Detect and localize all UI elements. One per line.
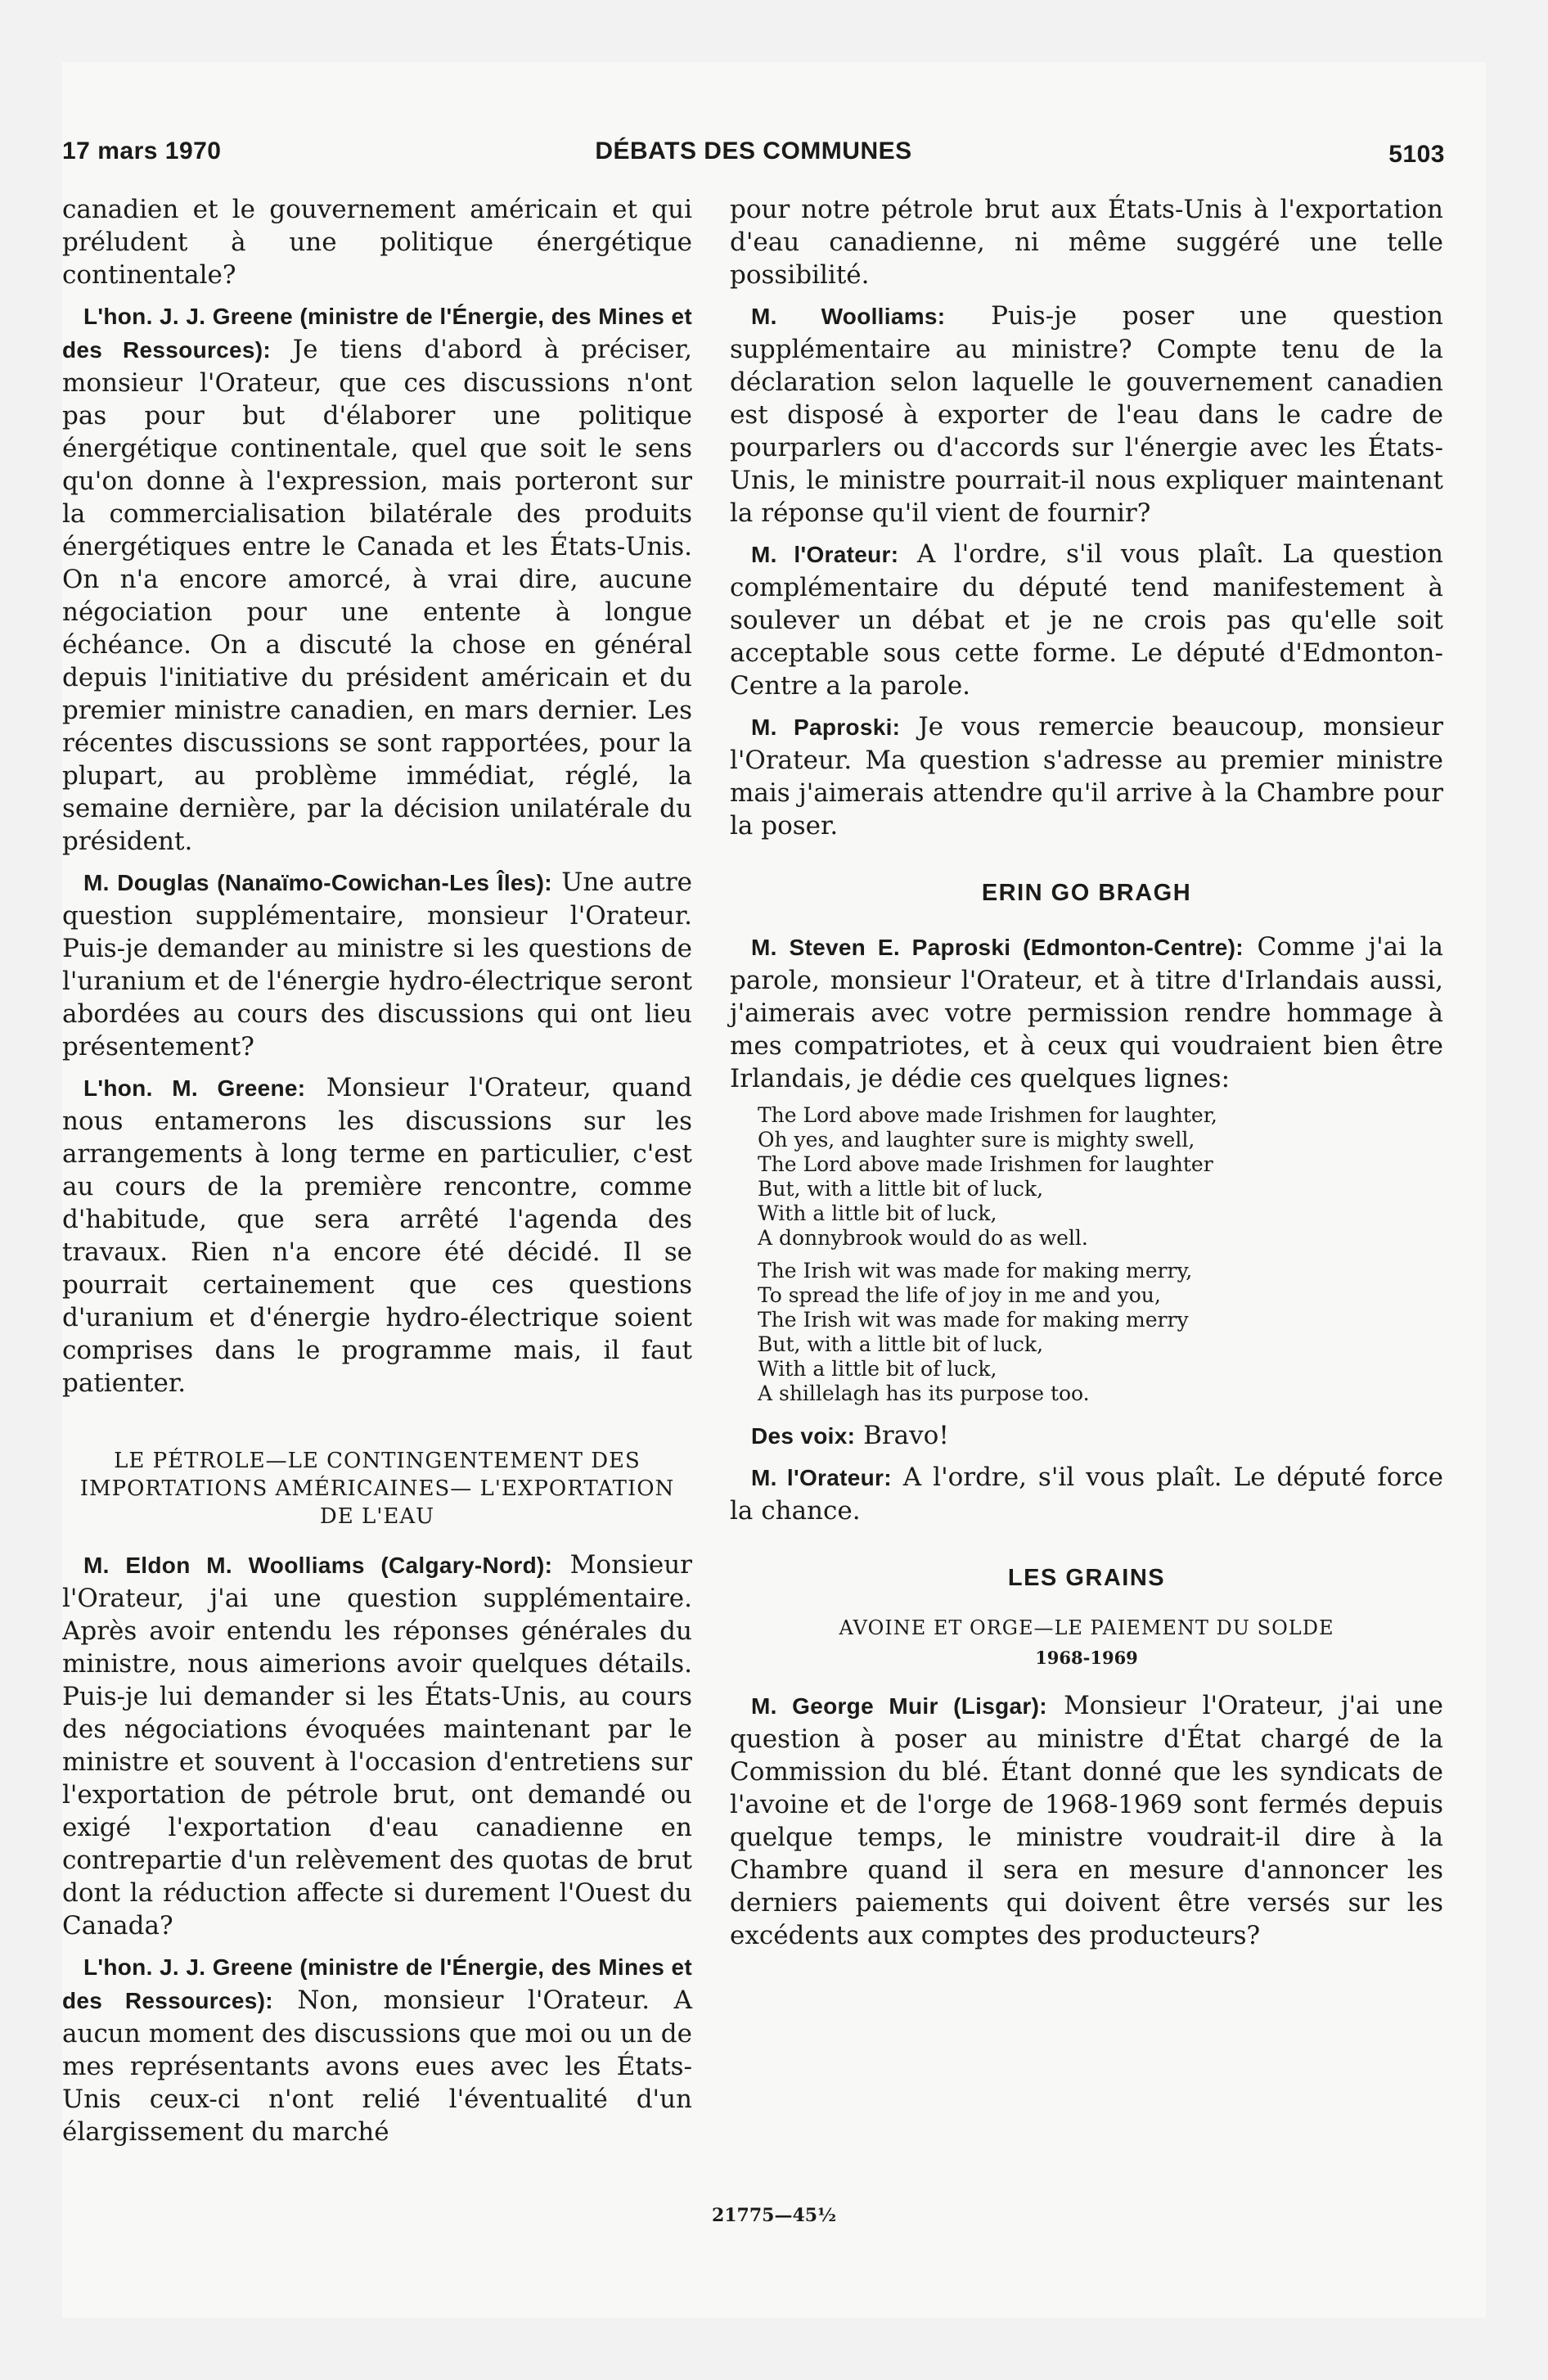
poem-line: But, with a little bit of luck, — [758, 1332, 1044, 1356]
poem-line: The Lord above made Irishmen for laughter — [758, 1152, 1213, 1176]
section-heading: LES GRAINS — [1007, 1565, 1166, 1591]
poem-line: But, with a little bit of luck, — [758, 1177, 1044, 1201]
speech-text: Puis-je poser une question supplémentaire au ministre? Compte tenu de la déclaration selon laquelle le gouvernement canadien est disposé à exporter de l'eau dans le cadre de pourparlers ou d'accords sur l'énergie avec les États-Unis, le ministre pourrait-il nous expliquer maintenant la réponse qu'il vient de fournir? — [730, 301, 1443, 528]
speaker-name: L'hon. J. J. Greene (ministre de l'Énergie, des Mines et des Ressources): — [62, 1954, 692, 2013]
paragraph — [62, 1071, 692, 1400]
poem-line: A donnybrook would do as well. — [758, 1226, 1088, 1250]
paragraph — [730, 538, 1443, 702]
speaker-name: M. Eldon M. Woolliams (Calgary-Nord): — [83, 1553, 553, 1578]
subsection-heading: AVOINE ET ORGE—LE PAIEMENT DU SOLDE — [839, 1616, 1334, 1639]
poem-line: With a little bit of luck, — [758, 1357, 997, 1381]
paragraph: pour notre pétrole brut aux États-Unis à l'exportation d'eau canadienne, ni même suggéré une telle possibilité. — [730, 195, 1443, 290]
speech-text: Je tiens d'abord à préciser, monsieur l'Orateur, que ces discussions n'ont pas pour but d'élaborer une politique énergétique continentale, quel que soit le sens qu'on donne à l'expression, mais porteront sur la commercialisation bilatérale des produits énergétiques entre le Canada et les États-Unis. On n'a encore amorcé, à vrai dire, aucune négociation pour une entente à longue échéance. On a discuté la chose en général depuis l'initiative du président américain et du premier ministre canadien, en mars dernier. Les récentes discussions se sont rapportées, pour la plupart, au problème immédiat, réglé, la semaine dernière, par la décision unilatérale du président. — [62, 335, 692, 856]
left-column — [62, 193, 692, 2157]
speech-text: Une autre question supplémentaire, monsieur l'Orateur. Puis-je demander au ministre si les questions de l'uranium et de l'énergie hydro-électrique seront abordées au cours des discussions qui ont lieu présentement? — [62, 868, 692, 1062]
section-heading: ERIN GO BRAGH — [981, 880, 1192, 906]
paragraph — [730, 300, 1443, 530]
page-header — [62, 137, 1445, 178]
paragraph — [730, 931, 1443, 1095]
paragraph — [62, 300, 692, 858]
poem — [758, 1103, 1443, 1406]
poem-line: A shillelagh has its purpose too. — [758, 1382, 1090, 1405]
header-title: DÉBATS DES COMMUNES — [595, 137, 912, 165]
speaker-name: Des voix: — [751, 1423, 856, 1449]
speaker-name: M. George Muir (Lisgar): — [751, 1693, 1047, 1719]
poem-stanza — [758, 1103, 1443, 1251]
speech-text: Monsieur l'Orateur, j'ai une question à poser au ministre d'État chargé de la Commission du blé. Étant donné que les syndicats de l'avoine et de l'orge de 1968-1969 sont fermés depuis quelque temps, le ministre voudrait-il dire à la Chambre quand il sera en mesure d'annoncer les derniers paiements qui doivent être versés sur les excédents aux comptes des producteurs? — [730, 1691, 1444, 1950]
paragraph — [730, 710, 1443, 842]
speech-text: Je vous remercie beaucoup, monsieur l'Orateur. Ma question s'adresse au premier ministre mais j'aimerais attendre qu'il arrive à la Chambre pour la poser. — [730, 712, 1443, 841]
speaker-name: M. l'Orateur: — [751, 542, 899, 567]
footer-code: 21775—45½ — [711, 2205, 837, 2226]
speech-text: Comme j'ai la parole, monsieur l'Orateur, et à titre d'Irlandais aussi, j'aimerais avec votre permission rendre hommage à mes compatriotes, et à ceux qui voudraient bien être Irlandais, je dédie ces quelques lignes: — [730, 932, 1443, 1093]
speaker-name: M. Paproski: — [751, 714, 901, 740]
section-heading: LE PÉTROLE—LE CONTINGENTEMENT DES IMPORTATIONS AMÉRICAINES— L'EXPORTATION DE L'EAU — [79, 1449, 675, 1529]
paragraph — [62, 1950, 692, 2148]
poem-line: The Irish wit was made for making merry — [758, 1308, 1189, 1332]
poem-line: Oh yes, and laughter sure is mighty swell, — [758, 1128, 1195, 1152]
paragraph — [730, 1419, 1443, 1453]
poem-line: To spread the life of joy in me and you, — [758, 1283, 1161, 1307]
subsection-date: 1968-1969 — [1035, 1648, 1138, 1668]
poem-line: With a little bit of luck, — [758, 1201, 997, 1225]
paragraph — [62, 1548, 692, 1942]
speaker-name: L'hon. M. Greene: — [83, 1075, 306, 1101]
poem-line: The Lord above made Irishmen for laughter, — [758, 1103, 1217, 1127]
speaker-name: M. Douglas (Nanaïmo-Cowichan-Les Îles): — [83, 870, 552, 895]
speaker-name: L'hon. J. J. Greene (ministre de l'Énergie, des Mines et des Ressources): — [62, 304, 692, 363]
speaker-name: M. Steven E. Paproski (Edmonton-Centre): — [751, 935, 1244, 960]
paragraph: canadien et le gouvernement américain et qui préludent à une politique énergétique continentale? — [62, 195, 692, 290]
header-date: 17 mars 1970 — [62, 137, 222, 165]
paragraph — [62, 866, 692, 1063]
speech-text: Monsieur l'Orateur, quand nous entamerons les discussions sur les arrangements à long terme en particulier, c'est au cours de la première rencontre, comme d'habitude, que sera arrêté l'agenda des travaux. Rien n'a encore été décidé. Il se pourrait certainement que ces questions d'uranium et d'énergie hydro-électrique soient comprises dans le programme mais, il faut patienter. — [62, 1073, 693, 1398]
poem-stanza — [758, 1259, 1443, 1406]
page-sheet — [62, 62, 1486, 2318]
paragraph — [730, 1689, 1443, 1952]
right-column — [730, 193, 1443, 1960]
page-number: 5103 — [1388, 141, 1445, 168]
speech-text: A l'ordre, s'il vous plaît. Le député force la chance. — [730, 1463, 1443, 1526]
speech-text: Bravo! — [863, 1421, 949, 1450]
speech-text: Non, monsieur l'Orateur. A aucun moment des discussions que moi ou un de mes représentants avons eues avec les États-Unis ceux-ci n'ont relié l'éventualité d'un élargissement du marché — [62, 1986, 693, 2147]
poem-line: The Irish wit was made for making merry, — [758, 1259, 1193, 1282]
speaker-name: M. l'Orateur: — [751, 1465, 892, 1490]
speaker-name: M. Woolliams: — [751, 304, 946, 329]
paragraph — [730, 1461, 1443, 1527]
speech-text: Monsieur l'Orateur, j'ai une question supplémentaire. Après avoir entendu les réponses générales du ministre, nous aimerions avoir quelques détails. Puis-je lui demander si les États-Unis, au cours des négociations évoquées maintenant par le ministre et souvent à l'occasion d'entretiens sur l'exportation de pétrole brut, ont demandé ou exigé l'exportation d'eau canadienne en contrepartie d'un relèvement des quotas de brut dont la réduction affecte si durement l'Ouest du Canada? — [62, 1550, 692, 1941]
speech-text: A l'ordre, s'il vous plaît. La question complémentaire du député tend manifestement à soulever un débat et je ne crois pas qu'elle soit acceptable sous cette forme. Le député d'Edmonton-Centre a la parole. — [730, 539, 1443, 701]
